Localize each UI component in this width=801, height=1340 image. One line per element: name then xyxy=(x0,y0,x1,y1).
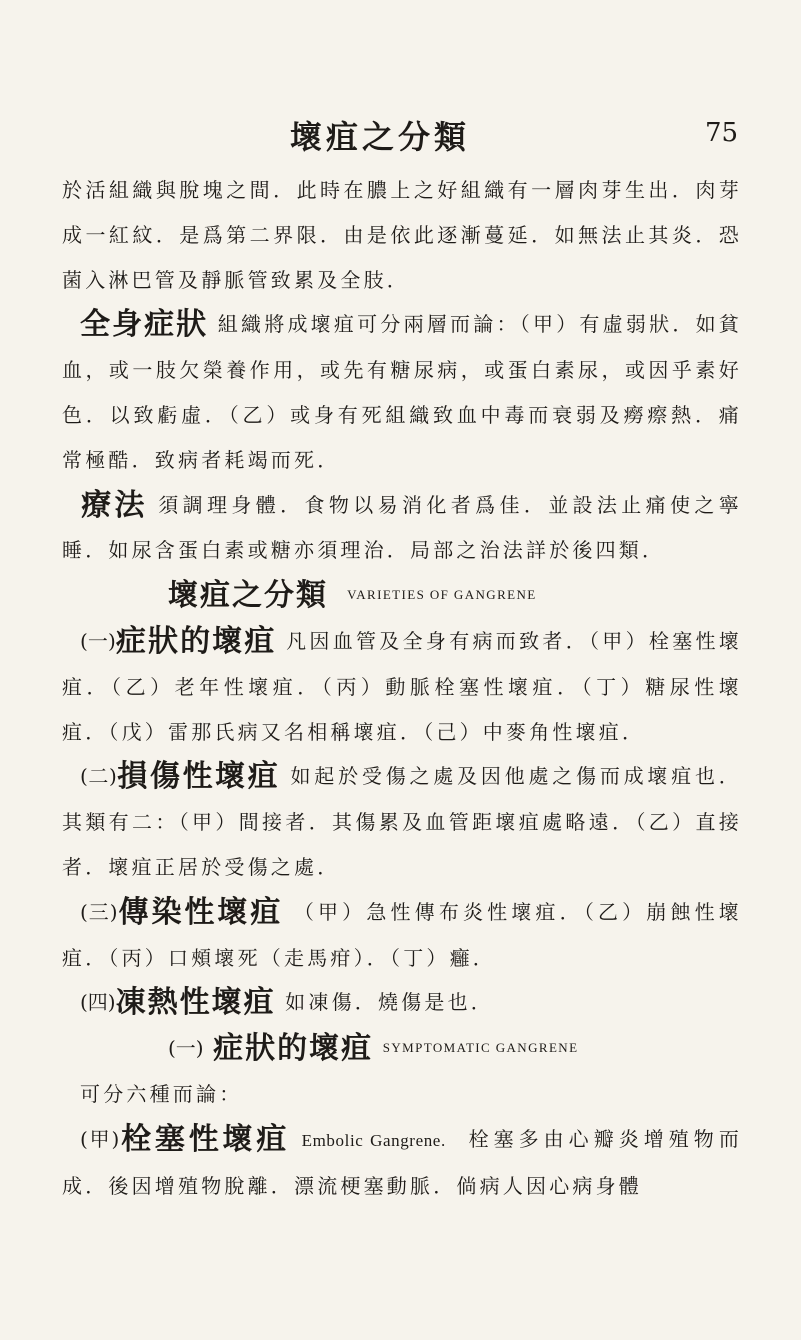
intro-six-kinds xyxy=(62,1072,742,1117)
item-heading: 損傷性壞疽 xyxy=(116,759,281,795)
paragraph-general-symptoms xyxy=(62,302,742,482)
item-symptomatic xyxy=(62,619,742,754)
section-title-zh: 症狀的壞疽 xyxy=(213,1031,374,1067)
heading-treatment: 療法 xyxy=(80,487,148,523)
sub-number: (甲) xyxy=(80,1126,120,1151)
page-body xyxy=(62,168,742,1208)
sub-heading-en: Embolic Gangrene. xyxy=(301,1130,446,1150)
heading-general-symptoms: 全身症狀 xyxy=(80,307,209,343)
section-title-symptomatic xyxy=(62,1026,742,1072)
paragraph-treatment xyxy=(62,483,742,574)
item-number: (四) xyxy=(80,990,116,1015)
treatment-text: 須調理身體．食物以易消化者爲佳．並設法止痛使之寧睡．如尿含蛋白素或糖亦須理治．局部之治法詳於後四類． xyxy=(62,492,742,563)
paragraph-continuation: 於活組織與脫塊之間．此時在膿上之好組織有一層肉芽生出．肉芽成一紅紋．是爲第二界限．由是依此逐漸蔓延．如無法止其炎．恐菌入淋巴管及靜脈管致累及全肢． xyxy=(62,178,742,292)
item-thermal xyxy=(62,980,742,1026)
sub-embolic xyxy=(62,1117,742,1209)
item-number: (二) xyxy=(80,764,117,789)
item-number: (三) xyxy=(80,899,118,924)
item-text: （甲）急性傳布炎性壞疽．（乙）崩蝕性壞疽．（丙）口頰壞死（走馬疳）．（丁）癰． xyxy=(62,899,743,970)
section-title-en: SYMPTOMATIC GANGRENE xyxy=(382,1040,579,1056)
item-text: 如起於受傷之處及因他處之傷而成壞疽也．其類有二：（甲）間接者．其傷累及血管距壞疽處略遠．（乙）直接者．壞疽正居於受傷之處． xyxy=(62,764,742,879)
section-number: (一) xyxy=(168,1036,204,1061)
running-title: 壞疽之分類 xyxy=(290,118,471,156)
section-title-zh: 壞疽之分類 xyxy=(168,578,328,614)
page-number: 75 xyxy=(705,118,739,148)
page-header xyxy=(0,112,801,156)
item-text: 凡因血管及全身有病而致者．（甲）栓塞性壞疽．（乙）老年性壞疽．（丙）動脈栓塞性壞疽．（丁）糖尿性壞疽．（戊）雷那氏病又名相稱壞疽．（己）中麥角性壞疽． xyxy=(62,628,743,744)
item-heading: 症狀的壞疽 xyxy=(115,623,277,659)
section-title-en: VARIETIES OF GANGRENE xyxy=(347,587,537,603)
sub-heading: 栓塞性壞疽 xyxy=(119,1121,291,1157)
item-heading: 傳染性壞疽 xyxy=(117,894,284,930)
item-traumatic xyxy=(62,754,742,889)
item-heading: 凍熱性壞疽 xyxy=(115,985,276,1021)
item-infective xyxy=(62,890,742,981)
item-text: 如凍傷．燒傷是也． xyxy=(285,990,494,1015)
general-symptoms-text: 組織將成壞疽可分兩層而論：（甲）有虛弱狀．如貧血，或一肢欠榮養作用，或先有糖尿病，或蛋白素尿，或因乎素好色．以致虧虛．（乙）或身有死組織致血中毒而衰弱及癆瘵熱．痛常極酷．致病者耗竭而死． xyxy=(62,312,743,472)
sub-text: 栓塞多由心瓣炎增殖物而成．後因增殖物脫離．漂流梗塞動脈．倘病人因心病身體 xyxy=(62,1126,743,1198)
item-number: (一) xyxy=(80,628,116,653)
section-title-varieties xyxy=(62,573,742,619)
intro-text: 可分六種而論： xyxy=(80,1081,243,1106)
